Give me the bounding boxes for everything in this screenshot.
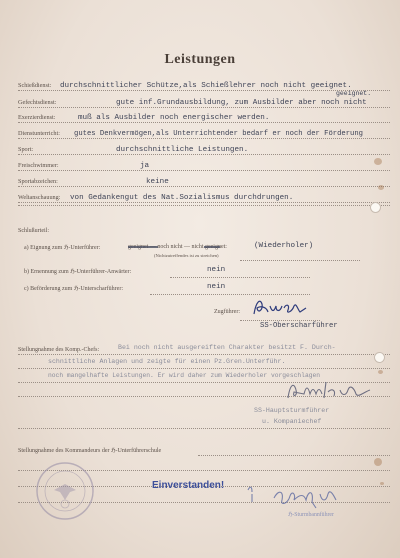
stain-5 (380, 482, 384, 485)
punch-hole-top (370, 202, 381, 213)
eignung-value: (Wiederholer) (254, 242, 314, 250)
eignung-options: geeignet — noch nicht — nicht geeignet: (128, 244, 227, 250)
kompanie-line-2: schnittliche Anlagen und zeigte für einen Pz.Gren.Unterführ. (48, 358, 286, 365)
stain-4 (374, 458, 382, 466)
schlussurteil-heading: Schlußurteil: (18, 228, 49, 234)
zugfuehrer-signature (248, 294, 308, 320)
stain-2 (378, 185, 384, 190)
value-gefechtsdienst: gute inf.Grundausbildung, zum Ausbilder aber noch nicht (116, 99, 367, 107)
row-schiessdienst (18, 77, 390, 91)
kompanie-line-3: noch mangelhafte Leistungen. Er wird daher zum Wiederholer vorgeschlagen (48, 372, 321, 379)
row-freischwimmer (18, 157, 390, 171)
value-dienstunterricht: gutes Denkvermögen,als Unterrichtender bedarf er noch der Förderung (74, 130, 363, 138)
value-gefechtsdienst-extra: geeignet. (336, 90, 372, 97)
label-freischwimmer: Freischwimmer: (18, 162, 59, 169)
kompanie-rank-1: SS-Hauptsturmführer (254, 407, 330, 414)
stain-1 (374, 158, 382, 165)
approval-stamp: Einverstanden! (152, 480, 225, 491)
label-gefechtsdienst: Gefechtsdienst: (18, 99, 57, 106)
row-weltanschauung (18, 189, 390, 203)
value-weltanschauung: von Gedankengut des Nat.Sozialismus durchdrungen. (70, 194, 294, 202)
zugfuehrer-rank: SS-Oberscharführer (260, 322, 338, 330)
kompanie-label: Stellungnahme des Komp.-Chefs: (18, 347, 100, 353)
eignung-label: a) Eignung zum ℌ-Unterführer: (24, 245, 101, 251)
label-dienstunterricht: Dienstunterricht: (18, 130, 60, 137)
zugfuehrer-label: Zugführer: (214, 309, 240, 315)
row-sportabzeichen (18, 173, 390, 187)
page-title: Leistungen (164, 52, 236, 67)
label-exerzierdienst: Exerzierdienst: (18, 114, 56, 121)
punch-hole-middle (374, 352, 385, 363)
value-freischwimmer: ja (140, 162, 150, 170)
label-schiessdienst: Schießdienst: (18, 82, 52, 89)
strike-geeignet (128, 246, 158, 248)
value-exerzierdienst: muß als Ausbilder noch energischer werden. (78, 114, 270, 122)
label-sport: Sport: (18, 146, 34, 153)
ernennung-label: b) Ernennung zum ℌ-Unterführer-Anwärter: (24, 269, 132, 275)
strike-nicht (204, 246, 220, 248)
label-sportabzeichen: Sportabzeichen: (18, 178, 58, 185)
row-exerzierdienst (18, 109, 390, 123)
ernennung-value: nein (207, 266, 226, 274)
row-dienstunterricht (18, 125, 390, 139)
kommandeur-label: Stellungnahme des Kommandeurs der ℌ-Unterführerschule (18, 448, 162, 454)
befoerderung-value: nein (207, 283, 226, 291)
row-gefechtsdienst (18, 90, 390, 108)
kompanie-signature (284, 376, 374, 404)
stain-3 (378, 370, 383, 374)
official-seal (34, 460, 96, 522)
befoerderung-label: c) Beförderung zum ℌ-Unterscharführer: (24, 286, 123, 292)
kompanie-line-1: Bei noch nicht ausgereiften Charakter besitzt F. Durch- (118, 344, 336, 351)
eignung-note: (Nichtzutreffendes ist zu streichen) (154, 253, 219, 258)
kommandeur-signature (244, 480, 364, 514)
value-sportabzeichen: keine (146, 178, 169, 186)
row-sport (18, 141, 390, 155)
value-sport: durchschnittliche Leistungen. (116, 146, 249, 154)
label-weltanschauung: Weltanschauung: (18, 194, 61, 201)
kompanie-rank-2: u. Kompaniechef (262, 418, 322, 425)
kommandeur-rank: ℌ-Sturmbannführer (288, 512, 334, 518)
value-schiessdienst: durchschnittlicher Schütze,als Schießlehrer noch nicht geeignet. (60, 82, 352, 90)
